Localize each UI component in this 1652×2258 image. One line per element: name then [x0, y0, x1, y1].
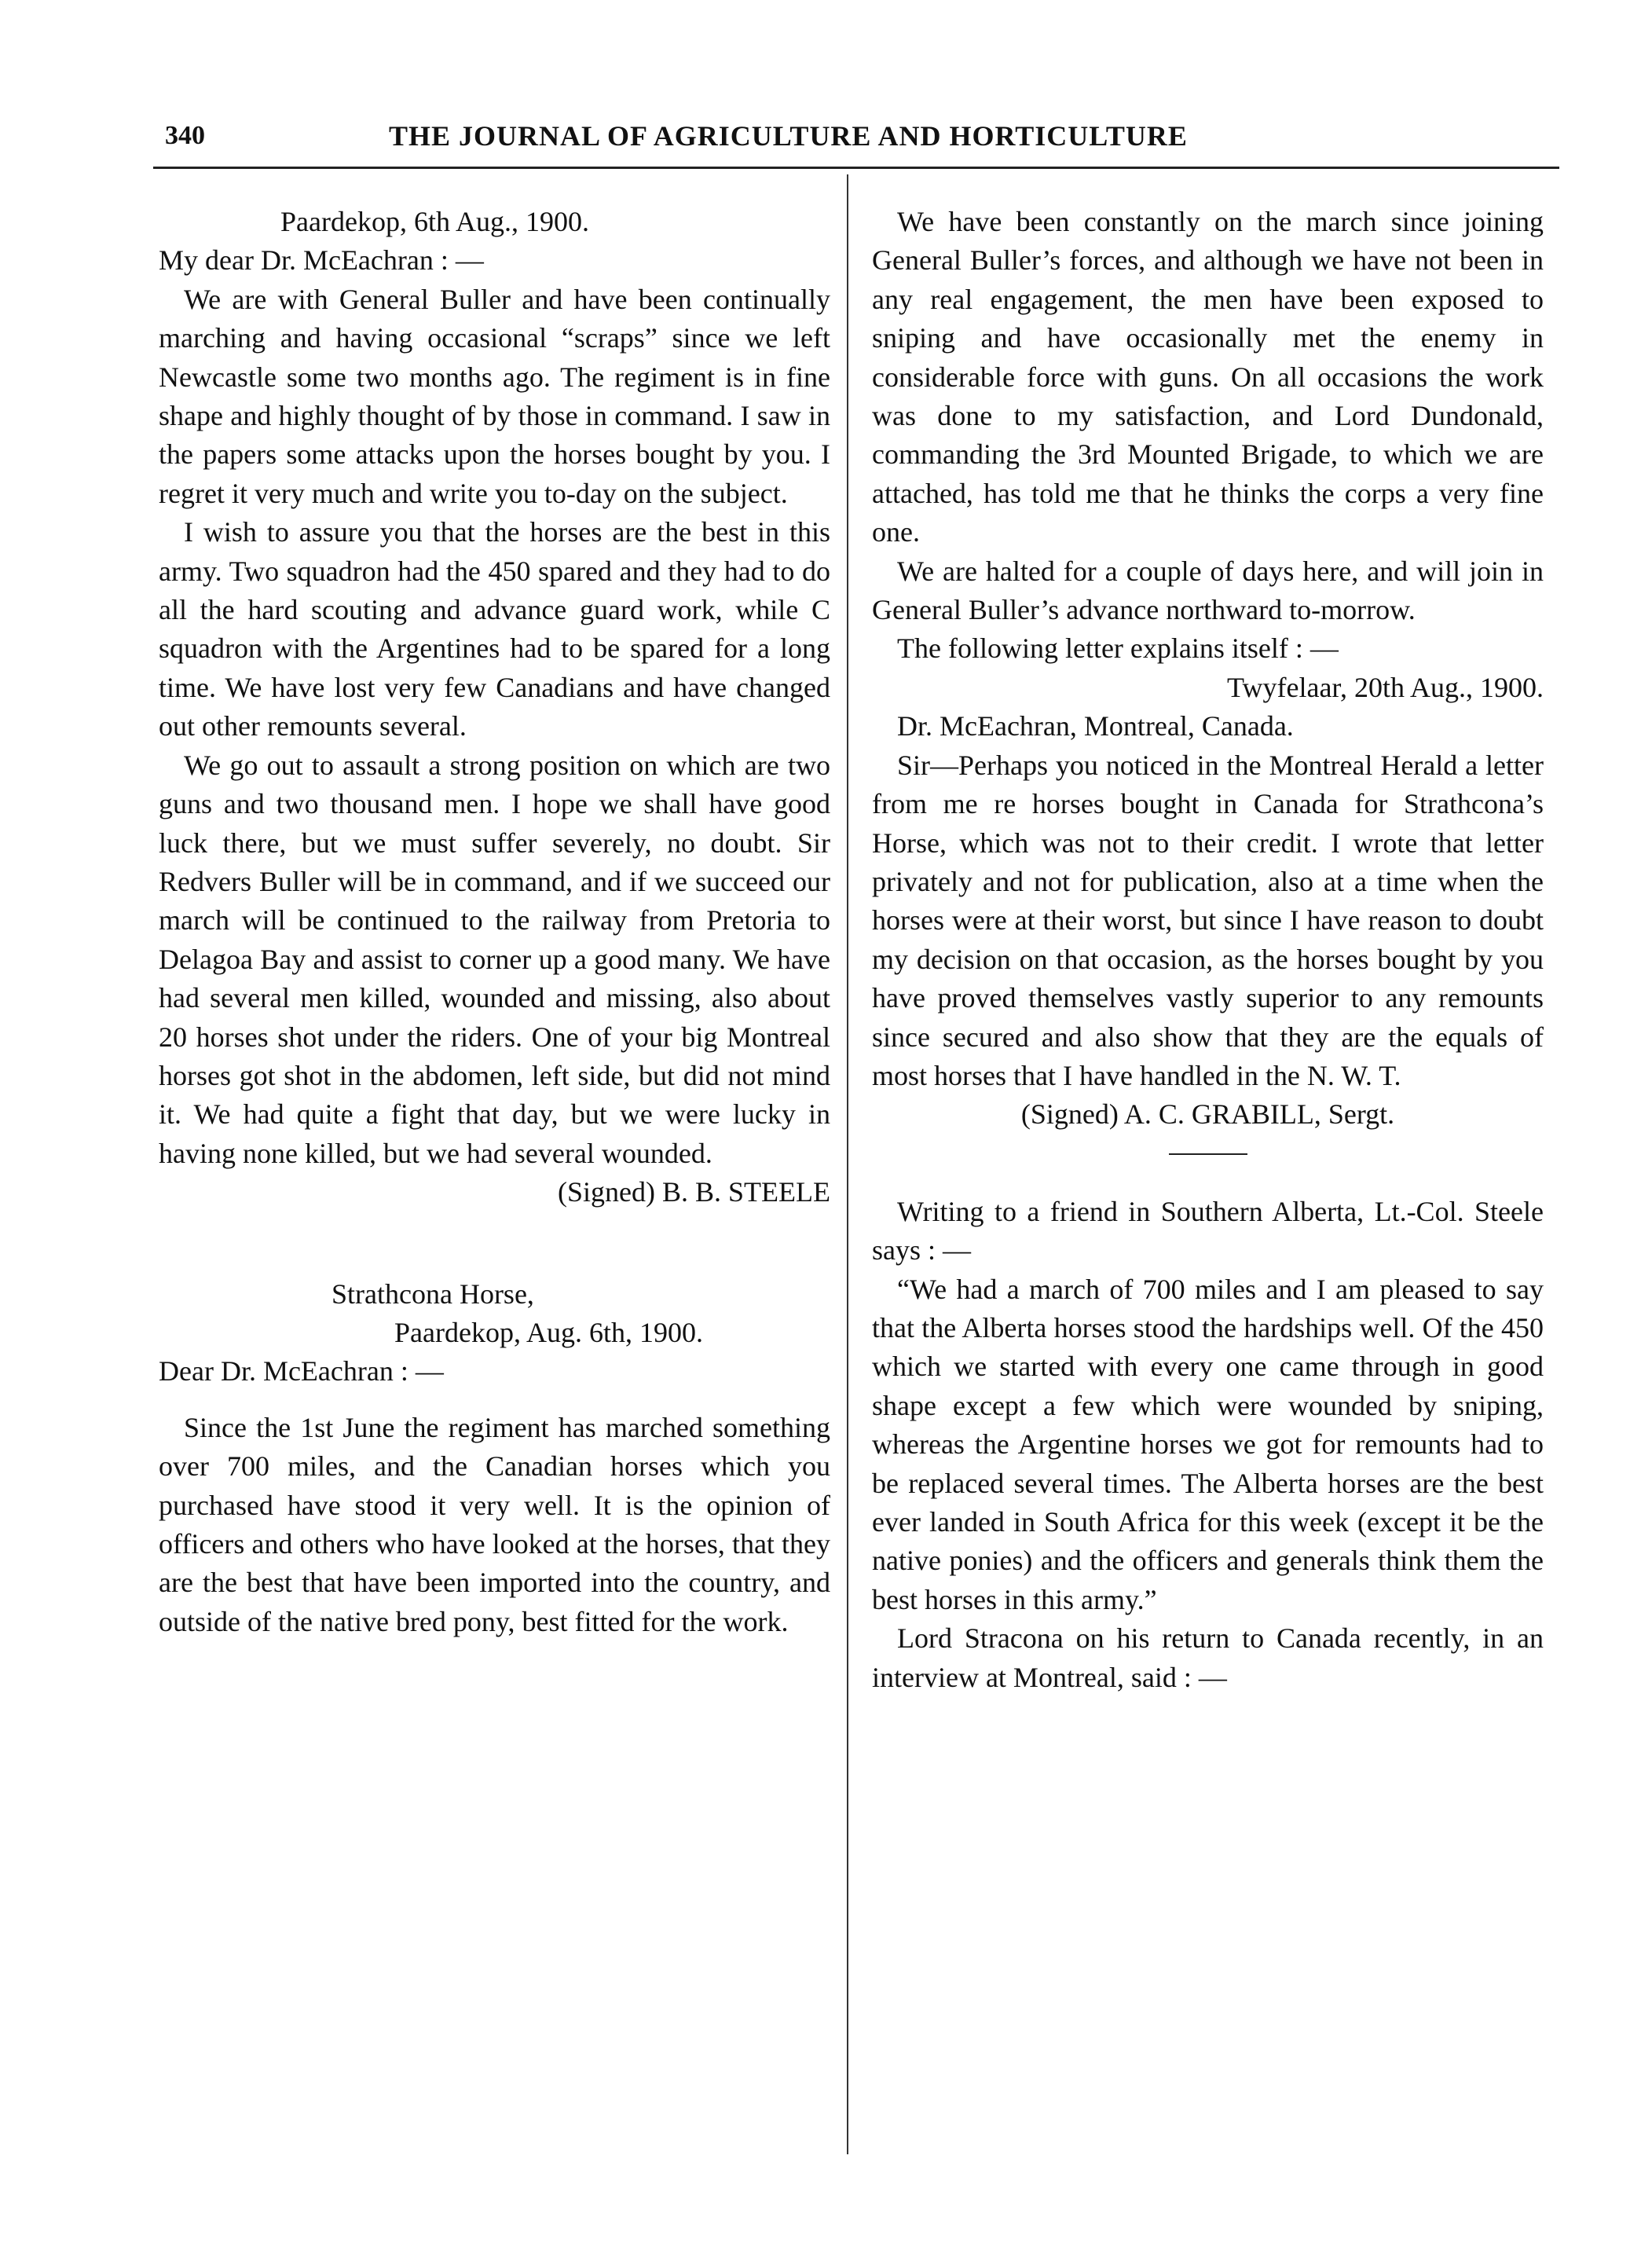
page-number: 340 — [165, 121, 205, 150]
letter2-place-date: Paardekop, Aug. 6th, 1900. — [394, 1316, 703, 1348]
header-rule — [153, 167, 1559, 169]
letter3-paragraph: Sir—Perhaps you noticed in the Montreal Herald a letter from me re horses bought in Canada for Strathcona’s Horse, which was not to their credit. I wrote that letter privately and not for publication, also at a time when the horses were at their worst, but since I have reason to doubt my decision on that occasion, as the horses bought by you have proved themselves vastly superior to any remounts since secured and also show that they are the equals of most horses that I have handled in the N. W. T. — [872, 749, 1544, 1091]
letter3-signature: (Signed) A. C. GRABILL, Sergt. — [1020, 1098, 1395, 1131]
letter3-addressee: Dr. McEachran, Montreal, Canada. — [897, 710, 1294, 742]
letter2-paragraph: Since the 1st June the regiment has marched something over 700 miles, and the Canadian horses which you purchased have stood it very well. It is the opinion of officers and others who have looked at the horses, that they are the best that have been imported into the country, and outside of the native bred pony, best fitted for the work. — [159, 1411, 830, 1637]
letter1-salutation: My dear Dr. McEachran : — — [159, 244, 484, 277]
page-header — [153, 116, 1559, 163]
section2-paragraph: “We had a march of 700 miles and I am pleased to say that the Alberta horses stood the hardships well. Of the 450 which we started with every one came through in good shape except a few which were wounded by sniping, whereas the Argentine horses we got for remounts had to be replaced several times. The Alberta horses are the best ever landed in South Africa for this week (except it be the native ponies) and the officers and generals think them the best horses in this army.” — [872, 1273, 1544, 1615]
letter2-heading: Strathcona Horse, — [331, 1277, 534, 1310]
spacer — [159, 1391, 830, 1409]
letter3-place-date: Twyfelaar, 20th Aug., 1900. — [1227, 671, 1544, 703]
letter1-paragraph: We go out to assault a strong position on which are two guns and two thousand men. I hope we shall have good luck there, but we must suffer severely, no doubt. Sir Redvers Buller will be in command, and if we succeed our march will be continued to the railway from Pretoria to Delagoa Bay and assist to corner up a good many. We have had several men killed, wounded and missing, also about 20 horses shot under the riders. One of your big Montreal horses got shot in the abdomen, left side, but did not mind it. We had quite a fight that day, but we were lucky in having none killed, but we had several wounded. — [159, 749, 830, 1169]
section-divider — [1169, 1153, 1247, 1155]
letter1-paragraph: We are with General Buller and have been continually marching and having occasional “scraps” since we left Newcastle some two months ago. The regiment is in fine shape and highly thought of by those in command. I saw in the papers some attacks upon the horses bought by you. I regret it very much and write you to-day on the subject. — [159, 283, 830, 509]
letter3-intro: The following letter explains itself : — — [897, 632, 1339, 665]
running-head: THE JOURNAL OF AGRICULTURE AND HORTICULTURE — [389, 120, 1188, 152]
letter2-salutation: Dear Dr. McEachran : — — [159, 1355, 444, 1387]
letter2-continued-paragraph: We are halted for a couple of days here, and will join in General Buller’s advance northward to-morrow. — [872, 555, 1544, 626]
letter2-continued-paragraph: We have been constantly on the march since joining General Buller’s forces, and although we have not been in any real engagement, the men have been exposed to sniping and have occasionally met the enemy in considerable force with guns. On all occasions the work was done to my satisfaction, and Lord Dundonald, commanding the 3rd Mounted Brigade, to which we are attached, has told me that he thinks the corps a very fine one. — [872, 206, 1544, 548]
letter1-paragraph: I wish to assure you that the horses are the best in this army. Two squadron had the 450 spared and they had to do all the hard scouting and advance guard work, while C squadron with the Argentines had to be spared for a long time. We have lost very few Canadians and have changed out other remounts several. — [159, 516, 830, 742]
letter1-place-date: Paardekop, 6th Aug., 1900. — [280, 206, 589, 237]
left-column — [159, 203, 830, 1641]
right-column — [872, 203, 1544, 1697]
spacer — [159, 1212, 830, 1275]
section2-paragraph: Lord Stracona on his return to Canada recently, in an interview at Montreal, said : — — [872, 1622, 1544, 1693]
column-divider — [847, 174, 848, 2154]
letter1-signature: (Signed) B. B. STEELE — [558, 1176, 830, 1208]
section2-paragraph: Writing to a friend in Southern Alberta, Lt.-Col. Steele says : — — [872, 1195, 1544, 1266]
